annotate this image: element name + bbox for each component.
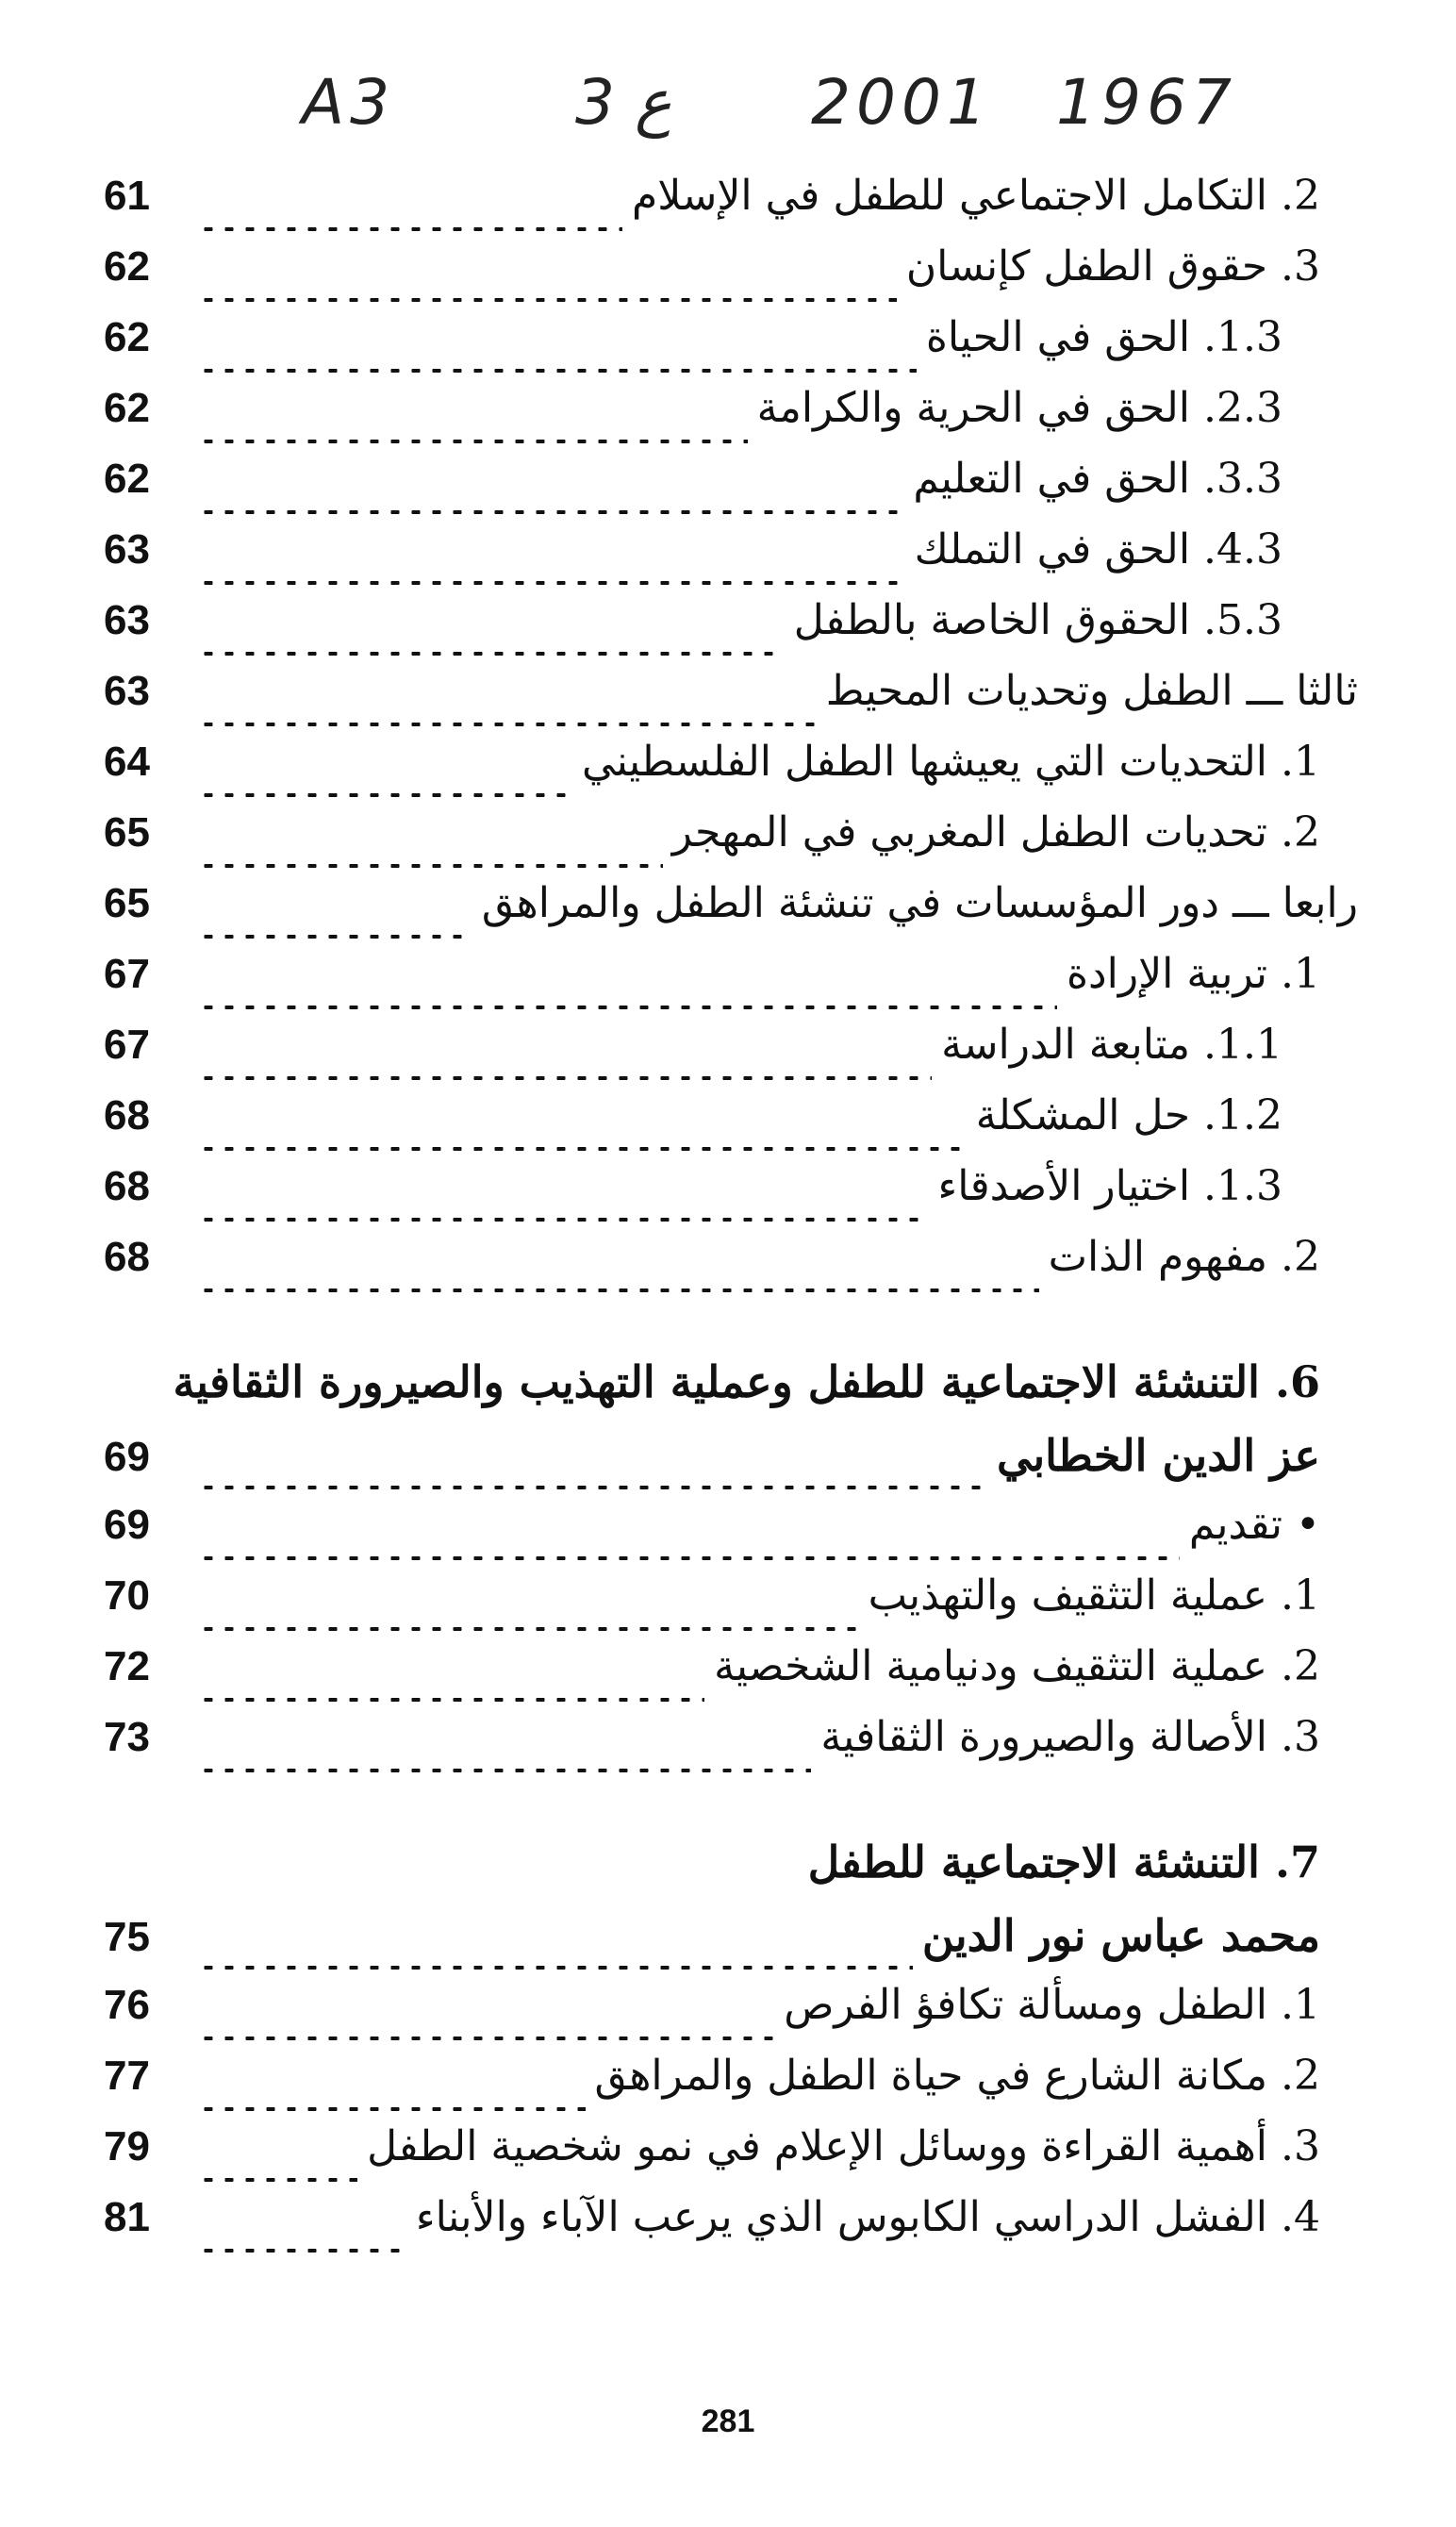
toc-entry (104, 384, 1358, 455)
toc-section-heading (104, 879, 1358, 950)
toc-entry (104, 1021, 1358, 1091)
toc-entry (104, 2122, 1358, 2193)
chapter-7-title: 7. التنشئة الاجتماعية للطفل (807, 1837, 1320, 1887)
toc-entry-page: 62 (104, 385, 150, 431)
toc-entry-label: • تقديم (1188, 1501, 1320, 1549)
spacer (104, 1784, 1358, 1837)
toc-entry-label: 3. أهمية القراءة ووسائل الإعلام في نمو شخصية الطفل (367, 2122, 1320, 2170)
handwritten-year-2: 1967 (1056, 66, 1237, 139)
handwritten-note (283, 66, 1301, 170)
toc-entry-label: 5.3. الحقوق الخاصة بالطفل (793, 596, 1282, 644)
toc-entry-label: 2. التكامل الاجتماعي للطفل في الإسلام (631, 172, 1320, 220)
toc-entry-label: 1. الطفل ومسألة تكافؤ الفرص (784, 1981, 1320, 2029)
toc-entry (104, 313, 1358, 384)
toc-entry-label: 3. الأصالة والصيرورة الثقافية (820, 1713, 1320, 1761)
dot-leader (198, 1076, 932, 1080)
dot-leader (198, 1218, 929, 1222)
handwritten-arabic-code: 3 ع (575, 66, 672, 139)
toc-entry (104, 1713, 1358, 1784)
toc-entry-page: 75 (104, 1914, 150, 1960)
table-of-contents (104, 172, 1358, 2264)
toc-entry-label: 1.3. الحق في الحياة (925, 313, 1282, 361)
toc-entry-page: 63 (104, 597, 150, 643)
dot-leader (198, 2037, 774, 2040)
toc-entry-page: 77 (104, 2053, 150, 2099)
dot-leader (198, 1006, 1057, 1009)
toc-entry-page: 68 (104, 1234, 150, 1280)
dot-leader (198, 1147, 967, 1151)
handwritten-year-1: 2001 (811, 66, 992, 139)
toc-entry (104, 1642, 1358, 1713)
toc-entry-label: 1. تربية الإرادة (1066, 950, 1320, 998)
toc-entry-label: 2. مكانة الشارع في حياة الطفل والمراهق (594, 2052, 1320, 2100)
dot-leader (198, 1556, 1180, 1560)
chapter-6-author-row (104, 1430, 1358, 1501)
toc-entry-page: 62 (104, 456, 150, 502)
toc-entry (104, 1162, 1358, 1233)
chapter-6-title: 6. التنشئة الاجتماعية للطفل وعملية التهذيب والصيرورة الثقافية (173, 1356, 1320, 1407)
dot-leader (198, 1966, 913, 1970)
toc-entry (104, 1501, 1358, 1571)
dot-leader (198, 1486, 987, 1489)
toc-entry-label: 1. التحديات التي يعيشها الطفل الفلسطيني (581, 738, 1320, 786)
dot-leader (198, 227, 622, 231)
toc-entry (104, 1571, 1358, 1642)
toc-entry-page: 67 (104, 1022, 150, 1068)
toc-entry-label: 2. مفهوم الذات (1048, 1233, 1320, 1281)
toc-entry (104, 2193, 1358, 2264)
dot-leader (198, 652, 785, 656)
spacer (104, 1304, 1358, 1356)
toc-entry-page: 64 (104, 739, 150, 785)
dot-leader (198, 1627, 859, 1631)
toc-entry-label: 4.3. الحق في التملك (914, 525, 1282, 574)
toc-entry (104, 455, 1358, 525)
toc-entry-label: 3. حقوق الطفل كإنسان (905, 242, 1320, 291)
toc-entry-page: 61 (104, 173, 150, 219)
chapter-6-title-row (104, 1356, 1358, 1430)
chapter-7-author: محمد عباس نور الدين (921, 1910, 1320, 1961)
toc-entry-label: 1.2. حل المشكلة (975, 1091, 1282, 1139)
toc-entry-page: 62 (104, 243, 150, 290)
dot-leader (198, 581, 905, 585)
toc-entry-page: 76 (104, 1982, 150, 2028)
dot-leader (198, 935, 472, 939)
toc-entry (104, 950, 1358, 1021)
dot-leader (198, 864, 663, 868)
toc-entry-page: 68 (104, 1092, 150, 1139)
dot-leader (198, 793, 572, 797)
toc-entry (104, 1091, 1358, 1162)
toc-entry (104, 1233, 1358, 1304)
toc-entry-label: 1.3. اختيار الأصدقاء (937, 1162, 1282, 1210)
dot-leader (198, 1698, 704, 1702)
handwritten-code: A3 (302, 66, 396, 139)
toc-entry-page: 63 (104, 668, 150, 714)
toc-entry-page: 68 (104, 1163, 150, 1209)
dot-leader (198, 510, 903, 514)
toc-entry-label: 4. الفشل الدراسي الكابوس الذي يرعب الآباء والأبناء (415, 2193, 1320, 2241)
toc-entry (104, 738, 1358, 808)
toc-entry-page: 69 (104, 1434, 150, 1480)
dot-leader (198, 1288, 1039, 1292)
dot-leader (198, 2178, 357, 2182)
chapter-7-author-row (104, 1910, 1358, 1981)
toc-entry (104, 525, 1358, 596)
chapter-6-author: عز الدين الخطابي (996, 1430, 1320, 1481)
toc-entry-page: 72 (104, 1643, 150, 1689)
toc-entry-label: ثالثا ـــ الطفل وتحديات المحيط (825, 667, 1358, 715)
dot-leader (198, 2107, 586, 2111)
toc-entry-page: 63 (104, 526, 150, 573)
toc-entry (104, 596, 1358, 667)
dot-leader (198, 440, 748, 443)
toc-entry (104, 172, 1358, 242)
toc-entry-label: 2. عملية التثقيف ودنيامية الشخصية (714, 1642, 1320, 1690)
toc-entry-page: 81 (104, 2194, 150, 2240)
toc-entry-label: 1. عملية التثقيف والتهذيب (868, 1571, 1320, 1620)
toc-entry (104, 808, 1358, 879)
toc-entry-page: 65 (104, 880, 150, 926)
toc-entry-page: 67 (104, 951, 150, 997)
toc-entry-page: 62 (104, 314, 150, 360)
toc-entry (104, 2052, 1358, 2122)
toc-entry-page: 70 (104, 1572, 150, 1619)
toc-entry (104, 242, 1358, 313)
page-number: 281 (701, 2403, 755, 2439)
toc-entry-label: 1.1. متابعة الدراسة (941, 1021, 1282, 1069)
dot-leader (198, 723, 817, 726)
chapter-7-title-row (104, 1837, 1358, 1910)
dot-leader (198, 2249, 406, 2253)
toc-entry-page: 69 (104, 1502, 150, 1548)
toc-entry (104, 1981, 1358, 2052)
toc-entry-page: 79 (104, 2123, 150, 2170)
toc-entry-label: رابعا ـــ دور المؤسسات في تنشئة الطفل والمراهق (481, 879, 1358, 927)
toc-section-heading (104, 667, 1358, 738)
toc-entry-label: 2. تحديات الطفل المغربي في المهجر (671, 808, 1320, 856)
dot-leader (198, 1769, 811, 1772)
toc-entry-page: 73 (104, 1714, 150, 1760)
dot-leader (198, 298, 897, 302)
toc-entry-page: 65 (104, 809, 150, 856)
toc-entry-label: 3.3. الحق في التعليم (913, 455, 1282, 503)
dot-leader (198, 369, 917, 373)
toc-entry-label: 2.3. الحق في الحرية والكرامة (756, 384, 1282, 432)
